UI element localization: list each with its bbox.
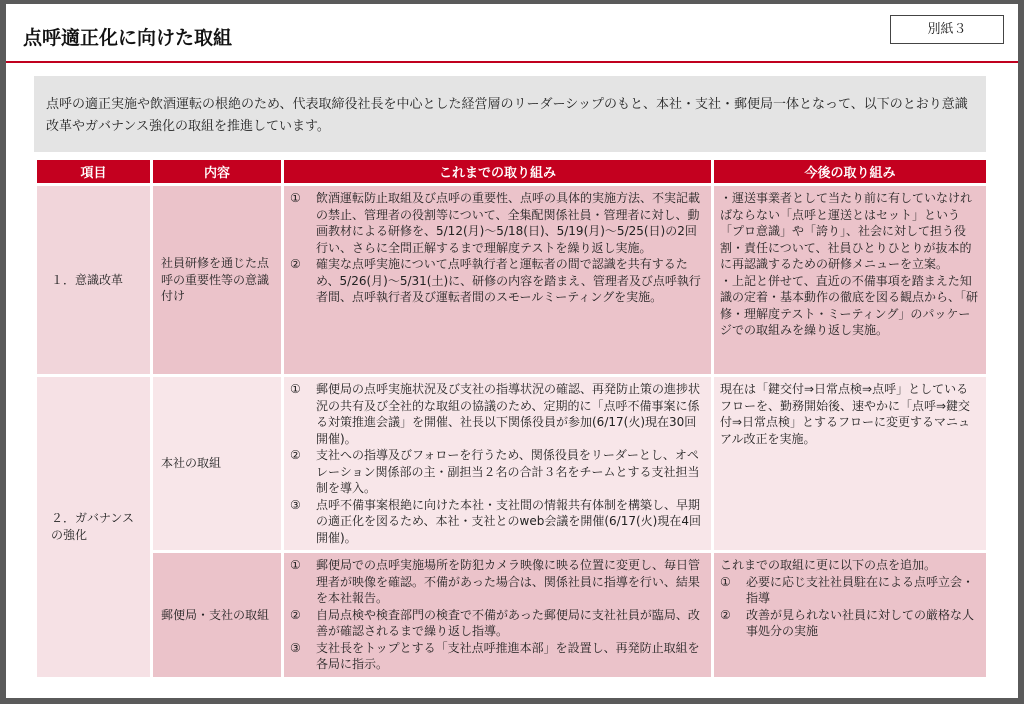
table-row [37, 186, 986, 374]
future-paragraph: 現在は「鍵交付⇒日常点検⇒点呼」としているフローを、勤務開始後、速やかに「点呼⇒鍵交付⇒日常点検」とするフローに変更するマニュアル改正を実施。 [720, 382, 971, 446]
list-item: ① 郵便局の点呼実施状況及び支社の指導状況の確認、再発防止策の進捗状況の共有及び全社的な取組の協議のため、定期的に「点呼不備事案に係る対策推進会議」を開催、社長以下関係役員が参加(6/17(火)現在30回開催)。 [290, 382, 701, 446]
past-cell [284, 186, 711, 374]
content-cell: 社員研修を通じた点呼の重要性等の意識付け [153, 186, 281, 374]
intro-box: 点呼の適正実施や飲酒運転の根絶のため、代表取締役社長を中心とした経営層のリーダーシップのもと、本社・支社・郵便局一体となって、以下のとおり意識改革やガバナンス強化の取組を推進しています。 [34, 76, 986, 152]
initiatives-table [34, 157, 989, 680]
list-item: ① 郵便局での点呼実施場所を防犯カメラ映像に映る位置に変更し、毎日管理者が映像を確認。不備があった場合は、関係社員に指導を行い、結果を本社報告。 [290, 558, 701, 605]
past-cell [284, 377, 711, 550]
list-item: ③ 点呼不備事案根絶に向けた本社・支社間の情報共有体制を構築し、早期の適正化を図るため、本社・支社とのweb会議を開催(6/17(火)現在4回開催)。 [290, 497, 701, 545]
table-row [37, 553, 986, 677]
list-item: ② 確実な点呼実施について点呼執行者と運転者の間で認識を共有するため、5/26(月)～5/31(土)に、研修の内容を踏まえ、管理者及び点呼執行者間、点呼執行者及び運転者間のスモールミーティングを実施。 [290, 257, 701, 304]
future-lead: これまでの取組に更に以下の点を追加。 [720, 558, 937, 572]
attachment-badge: 別紙３ [890, 15, 1004, 44]
content-cell: 本社の取組 [153, 377, 281, 550]
list-item: ② 自局点検や検査部門の検査で不備があった郵便局に支社社員が臨局、改善が確認されるまで繰り返し指導。 [290, 607, 700, 638]
list-item: ① 飲酒運転防止取組及び点呼の重要性、点呼の具体的実施方法、不実記載の禁止、管理者の役割等について、全集配関係社員・管理者に対し、動画教材による研修を、5/12(月)～5/18(日)、5/19(月)～5/25(日)の2回行い、さらに全問正解するまで理解度テストを繰り返し実施。 [290, 191, 701, 255]
table-header-row [37, 160, 986, 183]
list-item: ② 改善が見られない社員に対しての厳格な人事処分の実施 [720, 607, 975, 638]
future-paragraph: ・上記と併せて、直近の不備事項を踏まえた知識の定着・基本動作の徹底を図る観点から、「研修・理解度テスト・ミーティング」のパッケージでの取組みを繰り返し実施。 [720, 273, 979, 337]
content-cell: 郵便局・支社の取組 [153, 553, 281, 677]
list-item: ② 支社への指導及びフォローを行うため、関係役員をリーダーとし、オペレーション関係部の主・副担当２名の合計３名をチームとする支社担当制を導入。 [290, 448, 700, 495]
future-cell [714, 186, 986, 374]
item-cell: １．意識改革 [37, 186, 150, 374]
item-cell: ２．ガバナンスの強化 [37, 377, 150, 677]
future-cell [714, 553, 986, 677]
future-paragraph: ・運送事業者として当たり前に有していなければならない「点呼と運送とはセット」という「プロ意識」や「誇り」、社会に対して担う役割・責任について、社員ひとりひとりが抜本的に再認識するための研修メニューを立案。 [720, 191, 973, 271]
title-divider [6, 61, 1018, 63]
table-row [37, 377, 986, 550]
slide [6, 4, 1018, 698]
list-item: ③ 支社長をトップとする「支社点呼推進本部」を設置し、再発防止取組を各局に指示。 [290, 640, 700, 671]
header-item: 項目 [37, 160, 150, 183]
header-future: 今後の取り組み [714, 160, 986, 183]
header-content: 内容 [153, 160, 281, 183]
list-item: ① 必要に応じ支社社員駐在による点呼立会・指導 [720, 574, 975, 605]
future-cell [714, 377, 986, 550]
page-title: 点呼適正化に向けた取組 [23, 27, 233, 49]
past-cell [284, 553, 711, 677]
header-past: これまでの取り組み [284, 160, 711, 183]
